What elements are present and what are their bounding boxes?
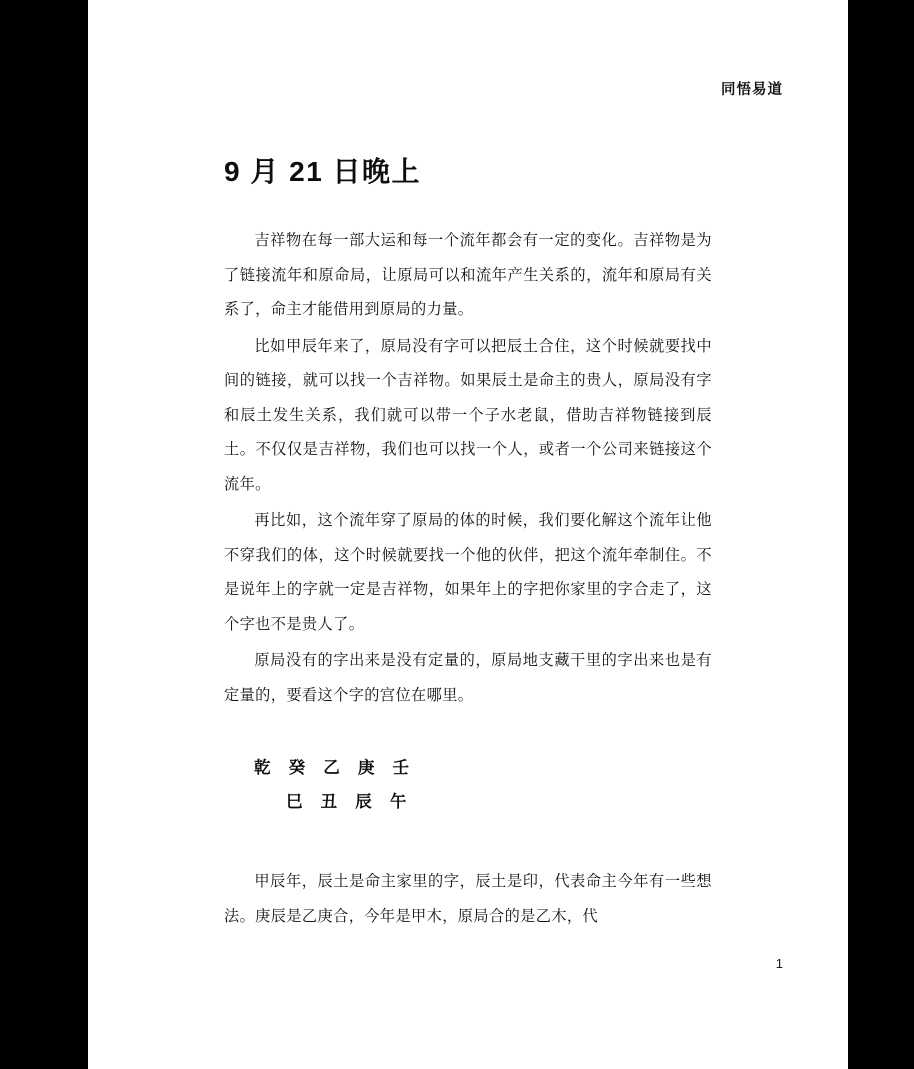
letterbox-left — [0, 0, 88, 1069]
body-paragraph: 再比如，这个流年穿了原局的体的时候，我们要化解这个流年让他不穿我们的体，这个时候就要找一个他的伙伴，把这个流年牵制住。不是说年上的字就一定是吉祥物，如果年上的字把你家里的字合走了，这个字也不是贵人了。 — [224, 512, 712, 633]
body-paragraph: 甲辰年，辰土是命主家里的字，辰土是印，代表命主今年有一些想法。庚辰是乙庚合，今年是甲木，原局合的是乙木，代 — [224, 873, 712, 925]
body-paragraph: 原局没有的字出来是没有定量的，原局地支藏干里的字出来也是有定量的，要看这个字的宫位在哪里。 — [224, 652, 712, 704]
document-page — [88, 0, 848, 1069]
letterbox-right — [848, 0, 914, 1069]
page-number: 1 — [775, 956, 783, 971]
page-content — [224, 150, 712, 936]
page-title: 9 月 21 日晚上 — [224, 156, 422, 187]
bazi-chart-branches-row: 巳 丑 辰 午 — [286, 792, 414, 811]
page-watermark: 同悟易道 — [721, 82, 783, 98]
bazi-chart-stems-row: 乾 癸 乙 庚 壬 — [254, 758, 416, 777]
body-paragraph: 吉祥物在每一部大运和每一个流年都会有一定的变化。吉祥物是为了链接流年和原命局，让原局可以和流年产生关系的，流年和原局有关系了，命主才能借用到原局的力量。 — [224, 232, 712, 318]
body-paragraph: 比如甲辰年来了，原局没有字可以把辰土合住，这个时候就要找中间的链接，就可以找一个吉祥物。如果辰土是命主的贵人，原局没有字和辰土发生关系，我们就可以带一个子水老鼠，借助吉祥物链接到辰土。不仅仅是吉祥物，我们也可以找一个人，或者一个公司来链接这个流年。 — [224, 337, 712, 493]
bazi-chart — [224, 751, 712, 819]
